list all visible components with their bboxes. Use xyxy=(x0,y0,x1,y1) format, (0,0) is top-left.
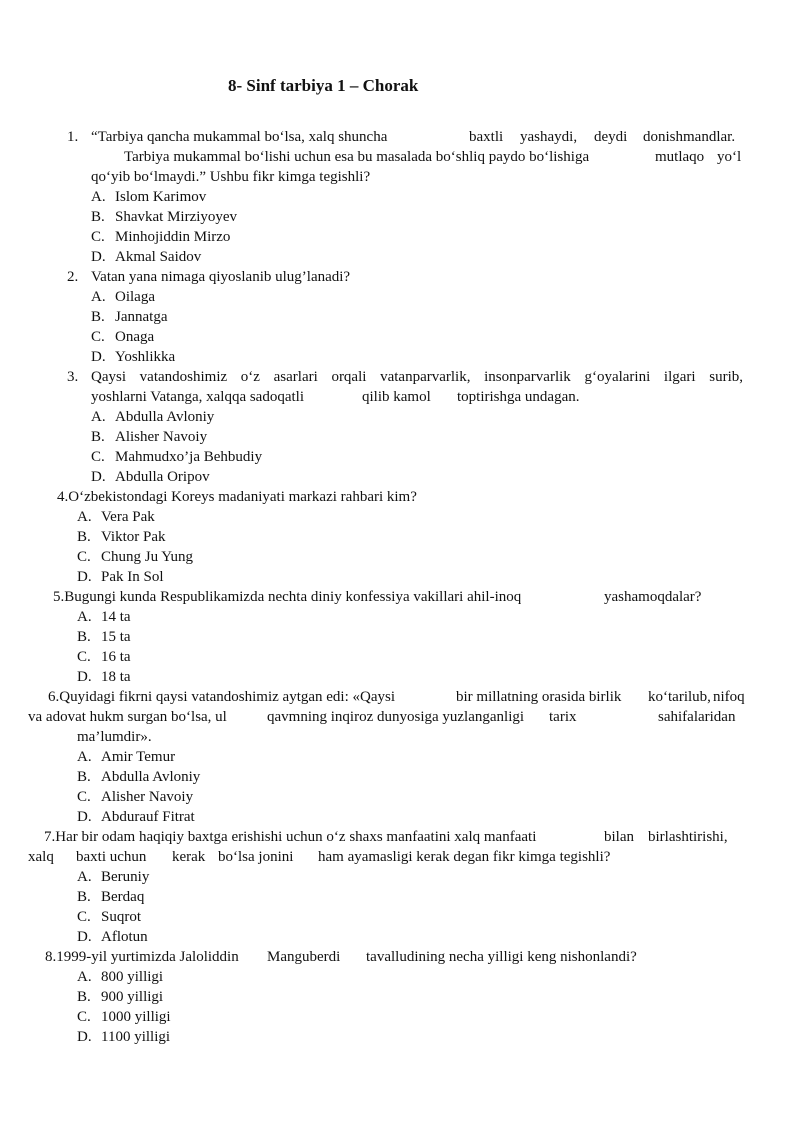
option-text: Viktor Pak xyxy=(101,529,166,545)
answer-option[interactable] xyxy=(77,887,144,907)
answer-option[interactable] xyxy=(91,187,206,207)
option-text: Minhojiddin Mirzo xyxy=(115,229,231,245)
option-letter: C. xyxy=(77,649,91,665)
question-text: baxti uchun xyxy=(76,849,147,865)
option-text: Akmal Saidov xyxy=(115,249,202,265)
question-text: Vatan yana nimaga qiyoslanib ulug’lanadi? xyxy=(91,269,351,285)
answer-option[interactable] xyxy=(77,907,141,927)
option-text: Onaga xyxy=(115,329,155,345)
question-text: Manguberdi xyxy=(267,949,341,965)
option-text: Shavkat Mirziyoyev xyxy=(115,209,238,225)
option-text: 1100 yilligi xyxy=(101,1029,171,1045)
answer-option[interactable] xyxy=(91,207,237,227)
option-text: Vera Pak xyxy=(101,509,155,525)
option-letter: A. xyxy=(77,969,92,985)
answer-option[interactable] xyxy=(91,247,201,267)
option-text: Beruniy xyxy=(101,869,150,885)
option-text: Suqrot xyxy=(101,909,142,925)
option-letter: B. xyxy=(77,629,91,645)
question-text: tavalludining necha yilligi keng nishonlandi? xyxy=(366,949,637,965)
answer-option[interactable] xyxy=(91,227,230,247)
answer-option[interactable] xyxy=(77,807,195,827)
option-letter: B. xyxy=(77,889,91,905)
option-letter: A. xyxy=(77,749,92,765)
answer-option[interactable] xyxy=(77,667,131,687)
question-text: donishmandlar. xyxy=(643,129,736,145)
option-text: Chung Ju Yung xyxy=(101,549,193,565)
question-text: “Tarbiya qancha mukammal bo‘lsa, xalq shuncha xyxy=(91,129,388,145)
option-letter: D. xyxy=(91,469,106,485)
option-text: Pak In Sol xyxy=(101,569,164,585)
answer-option[interactable] xyxy=(77,607,131,627)
option-text: 15 ta xyxy=(101,629,131,645)
option-letter: C. xyxy=(77,789,91,805)
option-text: Islom Karimov xyxy=(115,189,207,205)
answer-option[interactable] xyxy=(77,647,131,667)
option-text: Aflotun xyxy=(101,929,148,945)
question-number: 1. xyxy=(67,129,79,145)
question-text: ko‘tarilub, xyxy=(648,689,711,705)
option-text: Alisher Navoiy xyxy=(101,789,194,805)
question-text: Qaysi vatandoshimiz o‘z asarlari orqali vatanparvarlik, insonparvarlik g‘oyalarini ilgari surib, xyxy=(91,369,743,385)
question-text: xalq xyxy=(28,849,54,865)
option-text: Yoshlikka xyxy=(115,349,176,365)
option-text: Oilaga xyxy=(115,289,155,305)
option-letter: B. xyxy=(77,769,91,785)
question-text: Tarbiya mukammal bo‘lishi uchun esa bu masalada bo‘shliq paydo bo‘lishiga xyxy=(124,149,590,165)
answer-option[interactable] xyxy=(91,287,155,307)
option-letter: D. xyxy=(77,1029,92,1045)
question-text: tarix xyxy=(549,709,577,725)
option-letter: B. xyxy=(77,989,91,1005)
question-text: 5.Bugungi kunda Respublikamizda nechta diniy konfessiya vakillari ahil-inoq xyxy=(53,589,522,605)
question-text: bir millatning orasida birlik xyxy=(456,689,622,705)
answer-option[interactable] xyxy=(77,927,148,947)
option-text: 16 ta xyxy=(101,649,131,665)
option-text: 18 ta xyxy=(101,669,131,685)
question-text: mutlaqo xyxy=(655,149,705,165)
option-letter: D. xyxy=(77,929,92,945)
option-letter: C. xyxy=(77,909,91,925)
option-letter: A. xyxy=(77,869,92,885)
question-text: yoshlarni Vatanga, xalqqa sadoqatli xyxy=(91,389,305,405)
option-text: 900 yilligi xyxy=(101,989,164,1005)
option-letter: B. xyxy=(91,209,105,225)
answer-option[interactable] xyxy=(77,627,131,647)
question-text: toptirishga undagan. xyxy=(457,389,580,405)
answer-option[interactable] xyxy=(91,307,167,327)
option-letter: C. xyxy=(77,1009,91,1025)
option-letter: C. xyxy=(91,329,105,345)
answer-option[interactable] xyxy=(77,867,149,887)
answer-option[interactable] xyxy=(77,527,166,547)
option-text: 800 yilligi xyxy=(101,969,164,985)
answer-option[interactable] xyxy=(77,967,163,987)
question-text: deydi xyxy=(594,129,628,145)
answer-option[interactable] xyxy=(77,767,200,787)
option-letter: B. xyxy=(91,309,105,325)
question-text: yashaydi, xyxy=(520,129,578,145)
answer-option[interactable] xyxy=(77,567,164,587)
answer-option[interactable] xyxy=(77,1027,170,1047)
question-text: qavmning inqiroz dunyosiga yuzlanganligi xyxy=(267,709,525,725)
option-text: Abdulla Oripov xyxy=(115,469,210,485)
question-text: baxtli xyxy=(469,129,504,145)
answer-option[interactable] xyxy=(77,507,155,527)
question-text: nifoq xyxy=(713,689,745,705)
option-letter: C. xyxy=(91,449,105,465)
question-text: 6.Quyidagi fikrni qaysi vatandoshimiz aytgan edi: «Qaysi xyxy=(48,689,396,705)
question-text: va adovat hukm surgan bo‘lsa, ul xyxy=(28,709,227,725)
answer-option[interactable] xyxy=(91,407,214,427)
option-letter: B. xyxy=(77,529,91,545)
option-letter: B. xyxy=(91,429,105,445)
question-text: ham ayamasligi kerak degan fikr kimga tegishli? xyxy=(318,849,611,865)
option-text: Abdulla Avloniy xyxy=(101,769,201,785)
option-letter: A. xyxy=(77,609,92,625)
answer-option[interactable] xyxy=(77,787,193,807)
answer-option[interactable] xyxy=(91,467,210,487)
option-letter: C. xyxy=(91,229,105,245)
option-letter: D. xyxy=(91,249,106,265)
answer-option[interactable] xyxy=(77,1007,171,1027)
question-text: qilib kamol xyxy=(362,389,431,405)
question-text: yashamoqdalar? xyxy=(604,589,702,605)
answer-option[interactable] xyxy=(77,987,163,1007)
question-text: 4.O‘zbekistondagi Koreys madaniyati markazi rahbari kim? xyxy=(57,489,417,505)
question-text: 8.1999-yil yurtimizda Jaloliddin xyxy=(45,949,239,965)
option-text: Abdulla Avloniy xyxy=(115,409,215,425)
option-letter: A. xyxy=(91,409,106,425)
question-text: 7.Har bir odam haqiqiy baxtga erishishi uchun o‘z shaxs manfaatini xalq manfaati xyxy=(44,829,537,845)
question-text: yo‘l xyxy=(717,149,742,165)
question-text: bilan xyxy=(604,829,634,845)
option-text: 1000 yilligi xyxy=(101,1009,171,1025)
question-text: qo‘yib bo‘lmaydi.” Ushbu fikr kimga tegishli? xyxy=(91,169,371,185)
question-number: 3. xyxy=(67,369,79,385)
answer-option[interactable] xyxy=(77,547,193,567)
question-text: kerak xyxy=(172,849,206,865)
page-title: 8- Sinf tarbiya 1 – Chorak xyxy=(228,76,419,95)
answer-option[interactable] xyxy=(91,447,262,467)
option-letter: C. xyxy=(77,549,91,565)
option-letter: A. xyxy=(77,509,92,525)
question-text: birlashtirishi, xyxy=(648,829,728,845)
answer-option[interactable] xyxy=(91,327,154,347)
option-letter: D. xyxy=(77,669,92,685)
option-letter: A. xyxy=(91,189,106,205)
option-letter: A. xyxy=(91,289,106,305)
question-number: 2. xyxy=(67,269,79,285)
question-text: ma’lumdir». xyxy=(77,729,152,745)
answer-option[interactable] xyxy=(77,747,175,767)
option-text: Jannatga xyxy=(115,309,168,325)
option-text: Abdurauf Fitrat xyxy=(101,809,195,825)
option-text: 14 ta xyxy=(101,609,131,625)
option-text: Amir Temur xyxy=(101,749,176,765)
option-text: Berdaq xyxy=(101,889,145,905)
option-letter: D. xyxy=(77,809,92,825)
question-text: bo‘lsa jonini xyxy=(218,849,294,865)
question-text: sahifalaridan xyxy=(658,709,736,725)
answer-option[interactable] xyxy=(91,347,175,367)
option-letter: D. xyxy=(91,349,106,365)
option-text: Alisher Navoiy xyxy=(115,429,208,445)
option-letter: D. xyxy=(77,569,92,585)
answer-option[interactable] xyxy=(91,427,207,447)
option-text: Mahmudxo’ja Behbudiy xyxy=(115,449,263,465)
